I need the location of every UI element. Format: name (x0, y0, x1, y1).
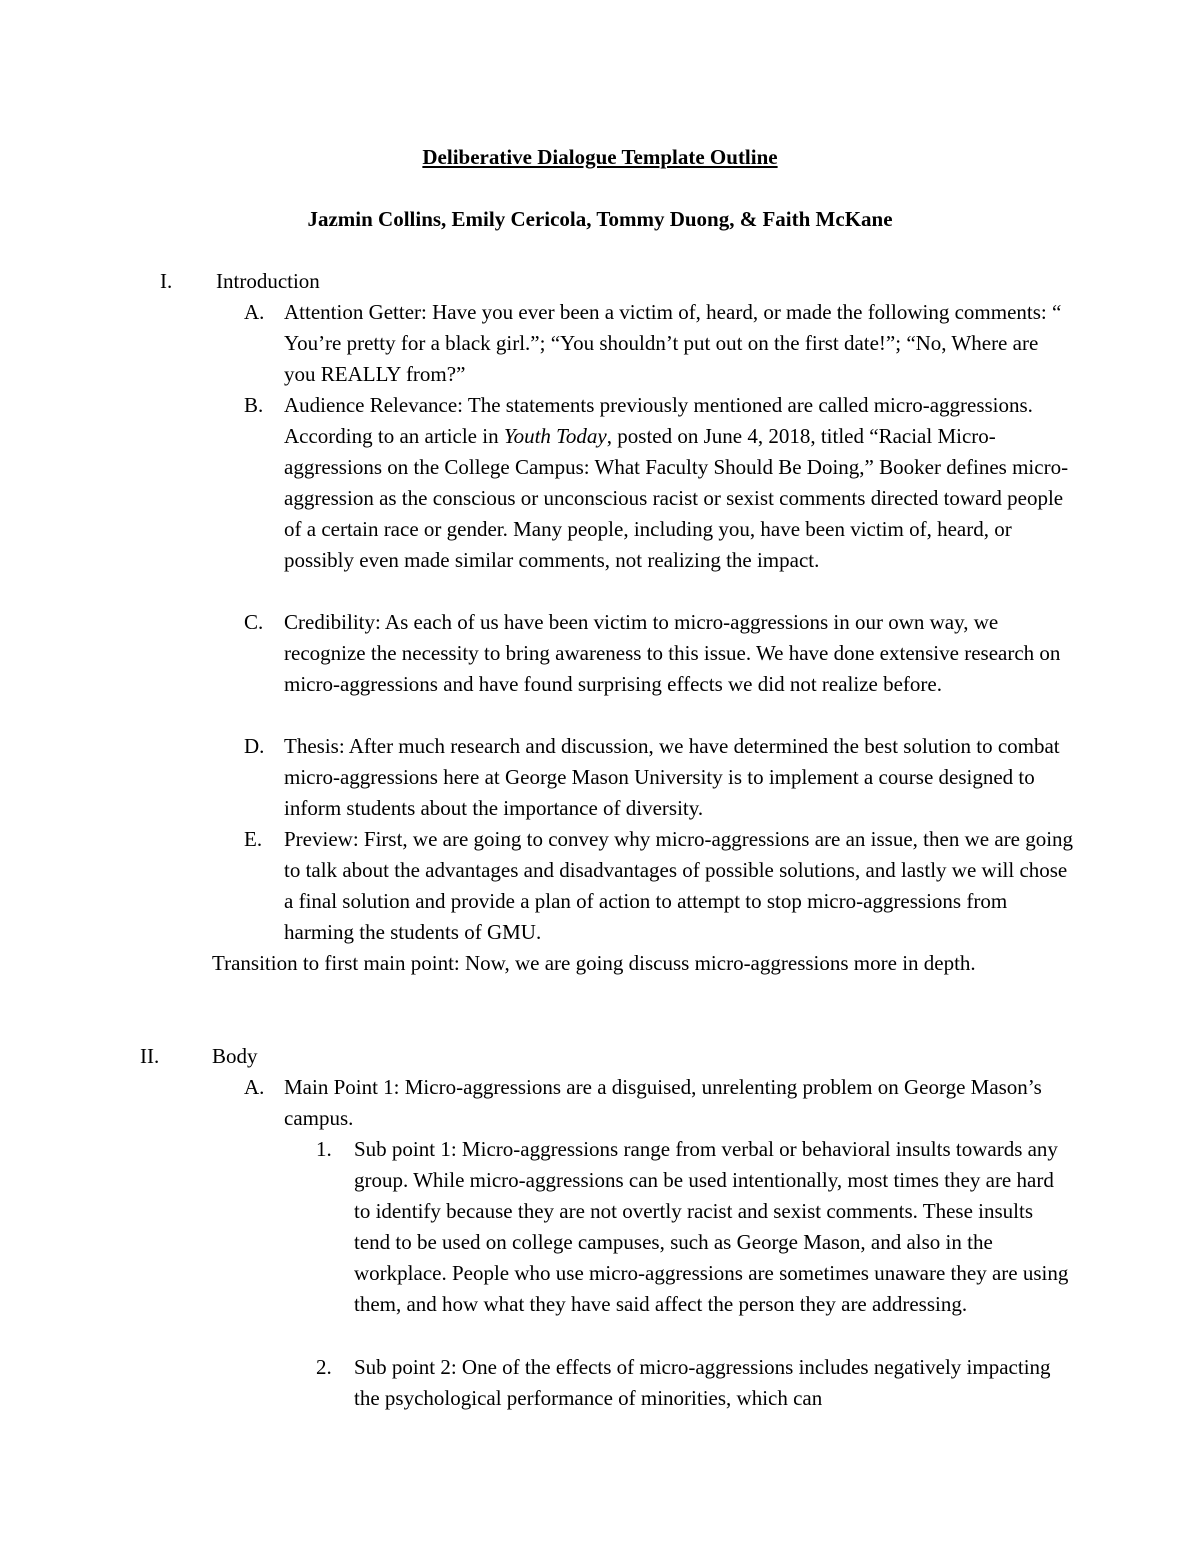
item-text: Preview: First, we are going to convey why micro-aggressions are an issue, then we are going to talk about the advantages and disadvantages of possible solutions, and lastly we will chose a final solution and provide a plan of action to attempt to stop micro-aggressions from harming the students of GMU. (284, 827, 1074, 944)
item-text: Attention Getter: Have you ever been a victim of, heard, or made the following comments: “ You’re pretty for a black girl.”; “You shouldn’t put out on the first date!”; “No, Where are you REALLY from?” (284, 300, 1062, 386)
sub-point-text: Sub point 2: One of the effects of micro-aggressions includes negatively impacting the psychological performance of minorities, which can (354, 1355, 1051, 1410)
section-heading: Body (212, 1044, 258, 1068)
transition-statement: Transition to first main point: Now, we are going discuss micro-aggressions more in depth. (212, 951, 976, 975)
outline-item-attention-getter (244, 297, 1074, 390)
sub-point-2 (316, 1352, 1074, 1414)
sub-point-number: 2. (316, 1355, 332, 1379)
outline-item-thesis (244, 731, 1074, 824)
item-letter: E. (244, 827, 263, 851)
section-numeral: I. (160, 269, 173, 293)
item-letter: B. (244, 393, 264, 417)
document-title: Deliberative Dialogue Template Outline (422, 145, 778, 169)
item-text: Main Point 1: Micro-aggressions are a disguised, unrelenting problem on George Mason’s campus. (284, 1075, 1042, 1130)
item-letter: A. (244, 1075, 265, 1099)
publication-title: Youth Today (503, 424, 607, 448)
sub-point-text: Sub point 1: Micro-aggressions range from verbal or behavioral insults towards any group. While micro-aggressions can be used intentionally, most times they are hard to identify because they are not overtly racist and sexist comments. These insults tend to be used on college campuses, such as George Mason, and also in the workplace. People who use micro-aggressions are sometimes unaware they are using them, and how what they have said affect the person they are addressing. (354, 1137, 1069, 1316)
outline-item-main-point-1 (244, 1072, 1074, 1134)
section-introduction (160, 266, 560, 297)
item-text: Thesis: After much research and discussion, we have determined the best solution to combat micro-aggressions here at George Mason University is to implement a course designed to inform students about the importance of diversity. (284, 734, 1060, 820)
outline-item-preview (244, 824, 1074, 948)
item-letter: C. (244, 610, 264, 634)
outline-item-audience-relevance (244, 390, 1074, 576)
item-letter: D. (244, 734, 265, 758)
outline-item-credibility (244, 607, 1074, 700)
section-body (140, 1041, 540, 1072)
item-text-continued: , posted on June 4, 2018, titled “Racial Micro-aggressions on the College Campus: What Faculty Should Be Doing,” Booker defines micro-aggression as the conscious or unconscious racist or sexist comments directed toward people of a certain race or gender. Many people, including you, have been victim of, heard, or possibly even made similar comments, not realizing the impact. (284, 424, 1069, 572)
document-authors: Jazmin Collins, Emily Cericola, Tommy Duong, & Faith McKane (307, 207, 893, 231)
item-text: Credibility: As each of us have been victim to micro-aggressions in our own way, we recognize the necessity to bring awareness to this issue. We have done extensive research on micro-aggressions and have found surprising effects we did not realize before. (284, 610, 1061, 696)
section-numeral: II. (140, 1044, 160, 1068)
item-text: Audience Relevance: The statements previously mentioned are called micro-aggressions. According to an article in (284, 393, 1033, 448)
sub-point-1 (316, 1134, 1074, 1320)
sub-point-number: 1. (316, 1137, 332, 1161)
section-heading: Introduction (216, 269, 320, 293)
item-letter: A. (244, 300, 265, 324)
